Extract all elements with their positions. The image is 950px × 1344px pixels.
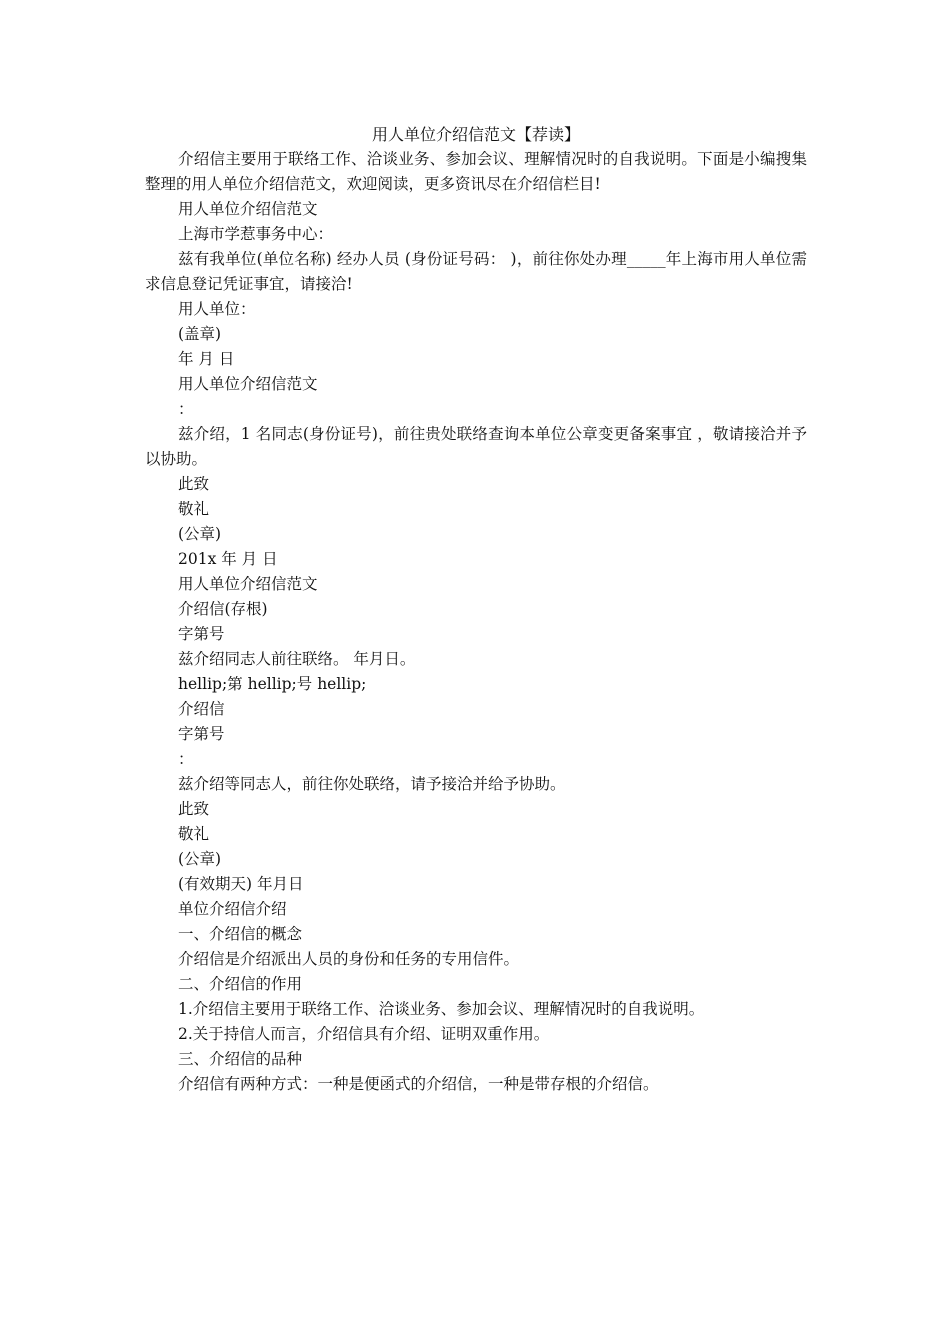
paragraph: ：: [178, 400, 194, 418]
paragraph: 字第号: [178, 725, 225, 743]
paragraph: 用人单位介绍信范文: [178, 375, 318, 393]
paragraph: 2.关于持信人而言，介绍信具有介绍、证明双重作用。: [178, 1025, 550, 1043]
paragraph: 字第号: [178, 625, 225, 643]
paragraph: (公章): [178, 525, 222, 543]
section-heading: 二、介绍信的作用: [178, 975, 303, 993]
document-page: [145, 122, 807, 1097]
paragraph: 此致: [178, 475, 210, 493]
paragraph: 介绍信: [178, 700, 225, 718]
paragraph: 敬礼: [178, 825, 210, 843]
paragraph: 介绍信(存根): [178, 600, 268, 618]
paragraph: 用人单位：: [178, 300, 256, 318]
section-heading: 一、介绍信的概念: [178, 925, 303, 943]
paragraph: 用人单位介绍信范文: [178, 575, 318, 593]
paragraph: 此致: [178, 800, 210, 818]
paragraph: ：: [178, 750, 194, 768]
paragraph: 介绍信有两种方式：一种是便函式的介绍信，一种是带存根的介绍信。: [178, 1075, 659, 1093]
paragraph: 兹有我单位(单位名称) 经办人员 (身份证号码： )，前往你处办理_____年上海市用人单位需求信息登记凭证事宜，请接洽!: [145, 250, 807, 293]
paragraph: 兹介绍同志人前往联络。 年月日。: [178, 650, 416, 668]
paragraph: (有效期天) 年月日: [178, 875, 304, 893]
paragraph: hellip;第 hellip;号 hellip;: [178, 675, 367, 693]
paragraph: 介绍信主要用于联络工作、洽谈业务、参加会议、理解情况时的自我说明。下面是小编搜集整理的用人单位介绍信范文，欢迎阅读，更多资讯尽在介绍信栏目!: [145, 150, 807, 193]
paragraph: (公章): [178, 850, 222, 868]
paragraph: 介绍信是介绍派出人员的身份和任务的专用信件。: [178, 950, 520, 968]
paragraph: 兹介绍等同志人，前往你处联络，请予接洽并给予协助。: [178, 775, 566, 793]
paragraph: (盖章): [178, 325, 222, 343]
paragraph: 1.介绍信主要用于联络工作、洽谈业务、参加会议、理解情况时的自我说明。: [178, 1000, 705, 1018]
paragraph: 敬礼: [178, 500, 210, 518]
document-title: 用人单位介绍信范文【荐读】: [371, 125, 580, 144]
paragraph: 上海市学惹事务中心：: [178, 225, 334, 243]
paragraph: 年 月 日: [178, 350, 235, 368]
section-heading: 单位介绍信介绍: [178, 900, 287, 918]
paragraph: 兹介绍，1 名同志(身份证号)，前往贵处联络查询本单位公章变更备案事宜 ，敬请接洽并予以协助。: [145, 425, 807, 468]
paragraph: 201x 年 月 日: [178, 550, 278, 568]
paragraph: 用人单位介绍信范文: [178, 200, 318, 218]
section-heading: 三、介绍信的品种: [178, 1050, 303, 1068]
